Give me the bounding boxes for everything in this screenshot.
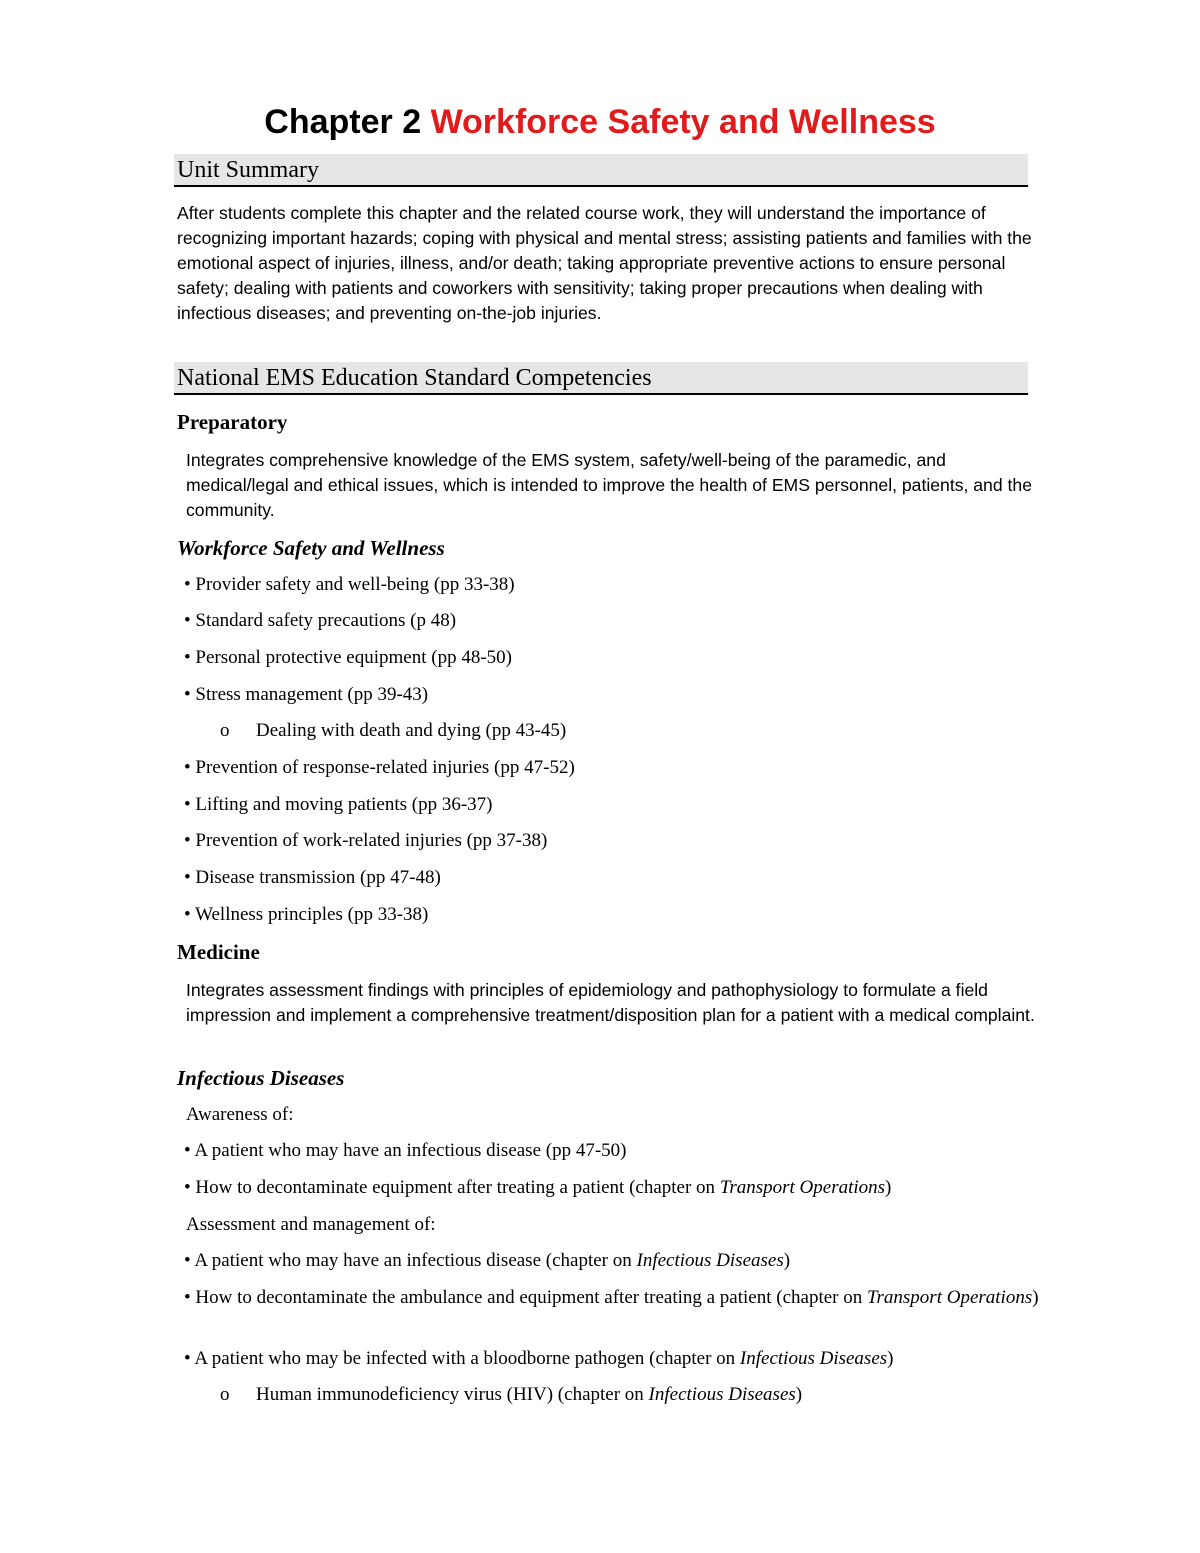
bullet-icon: •: [184, 1348, 191, 1369]
list-item: • Provider safety and well-being (pp 33-38): [184, 574, 515, 595]
chapter-title: Workforce Safety and Wellness: [430, 103, 936, 141]
bullet-icon: •: [184, 1140, 191, 1161]
bullet-icon: •: [184, 610, 191, 631]
list-item: • A patient who may be infected with a bloodborne pathogen (chapter on Infectious Diseases): [184, 1348, 894, 1369]
sub-list-item: o Dealing with death and dying (pp 43-45): [220, 718, 566, 744]
page-title: [0, 96, 1200, 148]
list-item: • Personal protective equipment (pp 48-50): [184, 647, 512, 668]
list-item: • Prevention of response-related injuries (pp 47-52): [184, 757, 575, 778]
list-item: • Prevention of work-related injuries (pp 37-38): [184, 830, 548, 851]
list-item: • Stress management (pp 39-43): [184, 684, 429, 705]
assessment-label: Assessment and management of:: [186, 1214, 436, 1235]
chapter-number: Chapter 2: [264, 103, 422, 141]
bullet-icon: •: [184, 1287, 191, 1308]
list-item: • Disease transmission (pp 47-48): [184, 867, 441, 888]
chapter-reference: Transport Operations: [867, 1287, 1033, 1308]
awareness-label: Awareness of:: [186, 1104, 294, 1125]
medicine-heading: Medicine: [177, 940, 260, 964]
infectious-diseases-subheading: Infectious Diseases: [177, 1066, 345, 1090]
chapter-reference: Infectious Diseases: [648, 1384, 796, 1405]
list-item: • Standard safety precautions (p 48): [184, 610, 457, 631]
unit-summary-text: After students complete this chapter and the related course work, they will understand the importance of recognizing important hazards; coping with physical and mental stress; assisting patients and families with the emotional aspect of injuries, illness, and/or death; taking appropriate preventive actions to ensure personal safety; dealing with patients and coworkers with sensitivity; taking proper precautions when dealing with infectious diseases; and preventing on-the-job injuries.: [177, 203, 1032, 323]
bullet-icon: •: [184, 1250, 191, 1271]
workforce-safety-subheading: Workforce Safety and Wellness: [177, 536, 445, 560]
list-item: • Wellness principles (pp 33-38): [184, 904, 429, 925]
bullet-icon: •: [184, 684, 191, 705]
bullet-icon: •: [184, 1177, 191, 1198]
list-item: • How to decontaminate the ambulance and equipment after treating a patient (chapter on Transport Operations): [184, 1287, 1039, 1308]
list-item: • How to decontaminate equipment after treating a patient (chapter on Transport Operations): [184, 1177, 892, 1198]
bullet-icon: •: [184, 574, 191, 595]
bullet-icon: •: [184, 867, 191, 888]
unit-summary-heading: Unit Summary: [174, 154, 1028, 187]
list-item: • A patient who may have an infectious disease (pp 47-50): [184, 1140, 627, 1161]
list-item: • A patient who may have an infectious disease (chapter on Infectious Diseases): [184, 1250, 791, 1271]
preparatory-text: Integrates comprehensive knowledge of the EMS system, safety/well-being of the paramedic, and medical/legal and ethical issues, which is intended to improve the health of EMS personnel, patients, and the community.: [186, 450, 1032, 520]
bullet-icon: •: [184, 830, 191, 851]
chapter-reference: Infectious Diseases: [739, 1348, 888, 1369]
chapter-reference: Transport Operations: [719, 1177, 886, 1198]
medicine-text: Integrates assessment findings with principles of epidemiology and pathophysiology to formulate a field impression and implement a comprehensive treatment/disposition plan for a patient with a medical complaint.: [186, 980, 1035, 1025]
list-item: • Lifting and moving patients (pp 36-37): [184, 794, 493, 815]
circle-bullet-icon: o: [220, 1384, 230, 1405]
chapter-reference: Infectious Diseases: [636, 1250, 784, 1271]
bullet-icon: •: [184, 647, 191, 668]
bullet-icon: •: [184, 904, 191, 925]
circle-bullet-icon: o: [220, 720, 230, 741]
bullet-icon: •: [184, 794, 191, 815]
sub-list-item: o Human immunodeficiency virus (HIV) (chapter on Infectious Diseases): [220, 1382, 802, 1408]
preparatory-heading: Preparatory: [177, 410, 288, 434]
competencies-heading: National EMS Education Standard Competencies: [174, 362, 1028, 395]
bullet-icon: •: [184, 757, 191, 778]
